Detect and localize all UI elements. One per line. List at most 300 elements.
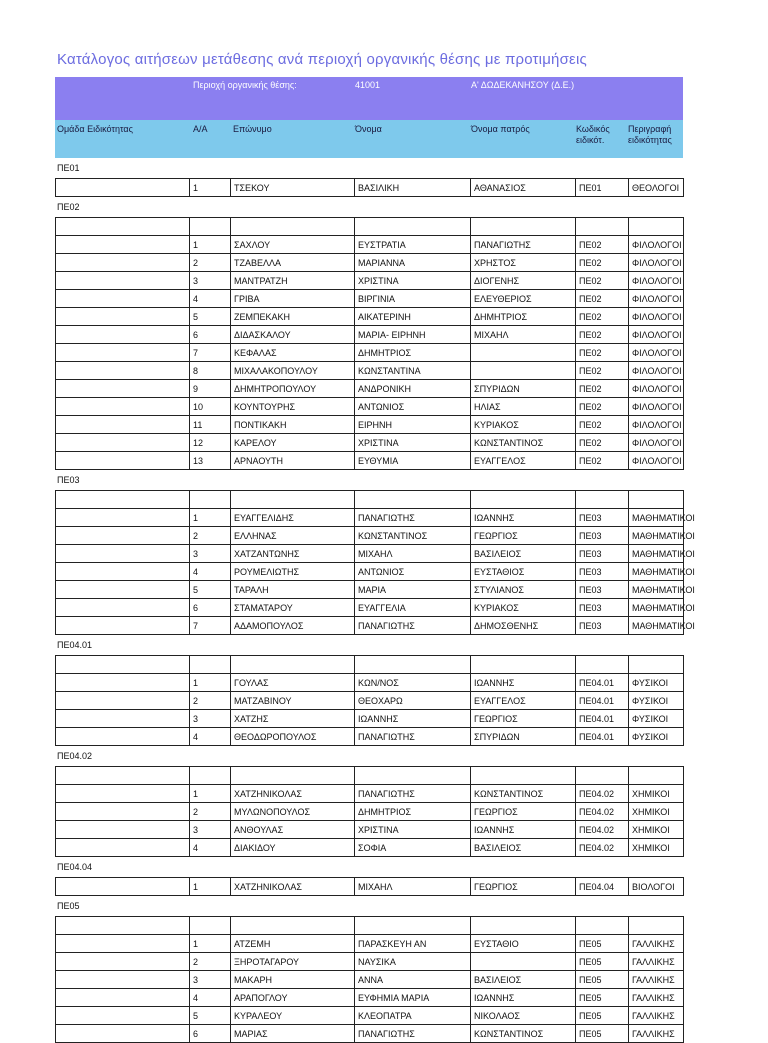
cell-group [56, 308, 190, 326]
table-row [56, 236, 684, 254]
table-row [56, 545, 684, 563]
table-row [56, 785, 684, 803]
cell-code: ΠΕ04.01 [576, 692, 629, 710]
table-cell [355, 767, 471, 785]
cell-name: ΠΑΝΑΓΙΩΤΗΣ [355, 728, 471, 746]
table-row-blank [56, 656, 684, 674]
cell-father-name: ΚΩΝΣΤΑΝΤΙΝΟΣ [471, 434, 576, 452]
cell-father-name: ΠΑΝΑΓΙΩΤΗΣ [471, 236, 576, 254]
table-row-blank [56, 218, 684, 236]
cell-name: ΠΑΝΑΓΙΩΤΗΣ [355, 1025, 471, 1043]
cell-index: 1 [190, 179, 231, 197]
cell-code: ΠΕ03 [576, 563, 629, 581]
cell-surname: ΜΑΡΙΑΣ [231, 1025, 355, 1043]
cell-group [56, 344, 190, 362]
cell-description: ΦΙΛΟΛΟΓΟΙ [629, 452, 684, 470]
cell-group [56, 527, 190, 545]
cell-surname: ΜΑΤΖΑΒΙΝΟΥ [231, 692, 355, 710]
cell-father-name: ΝΙΚΟΛΑΟΣ [471, 1007, 576, 1025]
table-cell [231, 917, 355, 935]
cell-index: 6 [190, 1025, 231, 1043]
cell-name: ΔΗΜΗΤΡΙΟΣ [355, 803, 471, 821]
area-name: Α' ΔΩΔΕΚΑΝΗΣΟΥ (Δ.Ε.) [471, 80, 575, 90]
cell-group [56, 803, 190, 821]
cell-index: 2 [190, 803, 231, 821]
cell-father-name [471, 362, 576, 380]
table-row [56, 362, 684, 380]
table-row-blank [56, 491, 684, 509]
table-cell [56, 218, 190, 236]
cell-description: ΓΑΛΛΙΚΗΣ [629, 1007, 684, 1025]
cell-father-name: ΣΠΥΡΙΔΩΝ [471, 728, 576, 746]
cell-surname: ΠΟΝΤΙΚΑΚΗ [231, 416, 355, 434]
cell-father-name: ΕΥΣΤΑΘΙΟΣ [471, 563, 576, 581]
cell-surname: ΘΕΟΔΩΡΟΠΟΥΛΟΣ [231, 728, 355, 746]
cell-index: 10 [190, 398, 231, 416]
cell-father-name: ΓΕΩΡΓΙΟΣ [471, 710, 576, 728]
cell-index: 6 [190, 599, 231, 617]
table-row [56, 398, 684, 416]
cell-description: ΦΙΛΟΛΟΓΟΙ [629, 362, 684, 380]
cell-index: 7 [190, 344, 231, 362]
cell-code: ΠΕ01 [576, 179, 629, 197]
cell-code: ΠΕ02 [576, 452, 629, 470]
cell-surname: ΔΙΔΑΣΚΑΛΟΥ [231, 326, 355, 344]
cell-name: ΙΩΑΝΝΗΣ [355, 710, 471, 728]
table-row [56, 527, 684, 545]
cell-surname: ΓΟΥΛΑΣ [231, 674, 355, 692]
cell-name: ΜΙΧΑΗΛ [355, 545, 471, 563]
table-cell [231, 656, 355, 674]
table-cell [355, 491, 471, 509]
table-cell [576, 767, 629, 785]
cell-code: ΠΕ05 [576, 953, 629, 971]
cell-index: 5 [190, 308, 231, 326]
table-row [56, 416, 684, 434]
table-row [56, 971, 684, 989]
cell-father-name: ΧΡΗΣΤΟΣ [471, 254, 576, 272]
table-cell [190, 218, 231, 236]
cell-surname: ΜΙΧΑΛΑΚΟΠΟΥΛΟΥ [231, 362, 355, 380]
table-cell [576, 917, 629, 935]
cell-surname: ΔΙΑΚΙΔΟΥ [231, 839, 355, 857]
group-label: ΠΕ01 [57, 163, 80, 173]
cell-description: ΜΑΘΗΜΑΤΙΚΟΙ [629, 545, 684, 563]
table-row [56, 308, 684, 326]
cell-father-name: ΕΥΑΓΓΕΛΟΣ [471, 452, 576, 470]
cell-code: ΠΕ04.02 [576, 785, 629, 803]
cell-father-name [471, 953, 576, 971]
cell-surname: ΑΝΘΟΥΛΑΣ [231, 821, 355, 839]
group-label: ΠΕ04.01 [57, 640, 93, 650]
cell-surname: ΧΑΤΖΗΝΙΚΟΛΑΣ [231, 785, 355, 803]
cell-group [56, 563, 190, 581]
cell-group [56, 179, 190, 197]
cell-description: ΓΑΛΛΙΚΗΣ [629, 1025, 684, 1043]
cell-code: ΠΕ02 [576, 434, 629, 452]
table-cell [576, 218, 629, 236]
column-header-surname: Επώνυμο [233, 124, 272, 134]
cell-code: ΠΕ02 [576, 236, 629, 254]
table-row [56, 599, 684, 617]
table-cell [629, 767, 684, 785]
cell-father-name: ΕΥΣΤΑΘΙΟ [471, 935, 576, 953]
cell-description: ΜΑΘΗΜΑΤΙΚΟΙ [629, 599, 684, 617]
table-cell [576, 491, 629, 509]
cell-description: ΓΑΛΛΙΚΗΣ [629, 971, 684, 989]
cell-group [56, 434, 190, 452]
group-table [55, 655, 684, 746]
table-cell [471, 218, 576, 236]
cell-code: ΠΕ04.01 [576, 710, 629, 728]
cell-index: 2 [190, 527, 231, 545]
cell-description: ΒΙΟΛΟΓΟΙ [629, 878, 684, 896]
cell-code: ΠΕ03 [576, 617, 629, 635]
column-header-name: Όνομα [355, 124, 382, 134]
table-row [56, 326, 684, 344]
table-row [56, 710, 684, 728]
cell-surname: ΑΔΑΜΟΠΟΥΛΟΣ [231, 617, 355, 635]
cell-father-name: ΚΥΡΙΑΚΟΣ [471, 599, 576, 617]
cell-index: 9 [190, 380, 231, 398]
cell-description: ΦΥΣΙΚΟΙ [629, 710, 684, 728]
cell-group [56, 878, 190, 896]
cell-surname: ΚΕΦΑΛΑΣ [231, 344, 355, 362]
column-header-code: Κωδικός ειδικότ. [576, 124, 610, 145]
cell-index: 1 [190, 785, 231, 803]
cell-description: ΧΗΜΙΚΟΙ [629, 839, 684, 857]
table-row [56, 839, 684, 857]
group-table [55, 217, 684, 470]
cell-index: 4 [190, 728, 231, 746]
cell-surname: ΚΥΡΑΛΕΟΥ [231, 1007, 355, 1025]
cell-group [56, 326, 190, 344]
cell-description: ΦΙΛΟΛΟΓΟΙ [629, 380, 684, 398]
cell-father-name: ΕΛΕΥΘΕΡΙΟΣ [471, 290, 576, 308]
cell-name: ΚΩΝΣΤΑΝΤΙΝΑ [355, 362, 471, 380]
cell-name: ΑΝΤΩΝΙΟΣ [355, 398, 471, 416]
cell-index: 1 [190, 674, 231, 692]
cell-surname: ΡΟΥΜΕΛΙΩΤΗΣ [231, 563, 355, 581]
cell-code: ΠΕ03 [576, 599, 629, 617]
group-label: ΠΕ04.04 [57, 862, 93, 872]
table-cell [471, 917, 576, 935]
cell-group [56, 971, 190, 989]
cell-index: 4 [190, 839, 231, 857]
cell-group [56, 617, 190, 635]
table-row [56, 254, 684, 272]
cell-name: ΝΑΥΣΙΚΑ [355, 953, 471, 971]
cell-description: ΘΕΟΛΟΓΟΙ [629, 179, 684, 197]
cell-code: ΠΕ05 [576, 971, 629, 989]
cell-name: ΑΙΚΑΤΕΡΙΝΗ [355, 308, 471, 326]
cell-father-name: ΓΕΩΡΓΙΟΣ [471, 803, 576, 821]
table-cell [231, 218, 355, 236]
cell-description: ΦΙΛΟΛΟΓΟΙ [629, 326, 684, 344]
table-row [56, 344, 684, 362]
table-cell [355, 218, 471, 236]
cell-group [56, 581, 190, 599]
cell-father-name: ΒΑΣΙΛΕΙΟΣ [471, 545, 576, 563]
table-cell [231, 767, 355, 785]
column-header-father: Όνομα πατρός [471, 124, 530, 134]
cell-name: ΣΟΦΙΑ [355, 839, 471, 857]
cell-index: 12 [190, 434, 231, 452]
cell-group [56, 545, 190, 563]
cell-description: ΦΙΛΟΛΟΓΟΙ [629, 272, 684, 290]
cell-description: ΦΙΛΟΛΟΓΟΙ [629, 254, 684, 272]
cell-description: ΜΑΘΗΜΑΤΙΚΟΙ [629, 581, 684, 599]
cell-description: ΦΙΛΟΛΟΓΟΙ [629, 236, 684, 254]
group-label: ΠΕ03 [57, 475, 80, 485]
cell-index: 5 [190, 581, 231, 599]
cell-surname: ΣΤΑΜΑΤΑΡΟΥ [231, 599, 355, 617]
cell-name: ΕΥΣΤΡΑΤΙΑ [355, 236, 471, 254]
cell-father-name: ΓΕΩΡΓΙΟΣ [471, 878, 576, 896]
table-row [56, 509, 684, 527]
table-cell [190, 491, 231, 509]
cell-index: 3 [190, 821, 231, 839]
cell-name: ΜΑΡΙΑΝΝΑ [355, 254, 471, 272]
cell-index: 7 [190, 617, 231, 635]
cell-index: 1 [190, 878, 231, 896]
cell-father-name: ΣΠΥΡΙΔΩΝ [471, 380, 576, 398]
cell-surname: ΤΑΡΑΛΗ [231, 581, 355, 599]
cell-group [56, 674, 190, 692]
cell-name: ΕΥΑΓΓΕΛΙΑ [355, 599, 471, 617]
cell-name: ΕΥΦΗΜΙΑ ΜΑΡΙΑ [355, 989, 471, 1007]
cell-surname: ΓΡΙΒΑ [231, 290, 355, 308]
cell-father-name: ΓΕΩΡΓΙΟΣ [471, 527, 576, 545]
cell-name: ΧΡΙΣΤΙΝΑ [355, 434, 471, 452]
cell-index: 3 [190, 272, 231, 290]
cell-group [56, 290, 190, 308]
table-cell [190, 656, 231, 674]
cell-name: ΠΑΝΑΓΙΩΤΗΣ [355, 509, 471, 527]
cell-father-name: ΙΩΑΝΝΗΣ [471, 989, 576, 1007]
cell-description: ΧΗΜΙΚΟΙ [629, 785, 684, 803]
group-table [55, 178, 684, 197]
cell-index: 3 [190, 710, 231, 728]
column-header-description: Περιγραφή ειδικότητας [628, 124, 672, 145]
cell-name: ΔΗΜΗΤΡΙΟΣ [355, 344, 471, 362]
cell-name: ΑΝΤΩΝΙΟΣ [355, 563, 471, 581]
cell-name: ΜΑΡΙΑ [355, 581, 471, 599]
area-header [55, 77, 683, 120]
cell-father-name: ΚΩΝΣΤΑΝΤΙΝΟΣ [471, 1025, 576, 1043]
cell-group [56, 236, 190, 254]
table-row [56, 563, 684, 581]
cell-code: ΠΕ04.04 [576, 878, 629, 896]
cell-name: ΠΑΝΑΓΙΩΤΗΣ [355, 617, 471, 635]
cell-father-name: ΚΩΝΣΤΑΝΤΙΝΟΣ [471, 785, 576, 803]
group-table [55, 766, 684, 857]
cell-father-name [471, 344, 576, 362]
cell-father-name: ΔΗΜΗΤΡΙΟΣ [471, 308, 576, 326]
cell-code: ΠΕ02 [576, 326, 629, 344]
cell-description: ΦΥΣΙΚΟΙ [629, 728, 684, 746]
table-row [56, 935, 684, 953]
cell-description: ΓΑΛΛΙΚΗΣ [629, 989, 684, 1007]
cell-description: ΦΙΛΟΛΟΓΟΙ [629, 398, 684, 416]
cell-description: ΜΑΘΗΜΑΤΙΚΟΙ [629, 617, 684, 635]
group-label: ΠΕ05 [57, 901, 80, 911]
cell-surname: ΕΛΛΗΝΑΣ [231, 527, 355, 545]
cell-name: ΚΩΝΣΤΑΝΤΙΝΟΣ [355, 527, 471, 545]
cell-description: ΦΥΣΙΚΟΙ [629, 674, 684, 692]
table-row [56, 272, 684, 290]
cell-description: ΧΗΜΙΚΟΙ [629, 821, 684, 839]
table-row [56, 989, 684, 1007]
table-cell [190, 767, 231, 785]
cell-father-name: ΗΛΙΑΣ [471, 398, 576, 416]
cell-father-name: ΒΑΣΙΛΕΙΟΣ [471, 839, 576, 857]
cell-name: ΠΑΡΑΣΚΕΥΗ ΑΝ [355, 935, 471, 953]
cell-code: ΠΕ05 [576, 989, 629, 1007]
cell-surname: ΧΑΤΖΗΣ [231, 710, 355, 728]
cell-code: ΠΕ02 [576, 398, 629, 416]
table-row-blank [56, 767, 684, 785]
table-row [56, 728, 684, 746]
cell-index: 4 [190, 989, 231, 1007]
cell-father-name: ΑΘΑΝΑΣΙΟΣ [471, 179, 576, 197]
cell-group [56, 1025, 190, 1043]
table-cell [629, 218, 684, 236]
cell-code: ΠΕ02 [576, 254, 629, 272]
cell-father-name: ΕΥΑΓΓΕΛΟΣ [471, 692, 576, 710]
group-label: ΠΕ02 [57, 202, 80, 212]
table-row [56, 692, 684, 710]
cell-code: ΠΕ02 [576, 344, 629, 362]
cell-code: ΠΕ04.02 [576, 803, 629, 821]
cell-father-name: ΙΩΑΝΝΗΣ [471, 509, 576, 527]
cell-surname: ΤΣΕΚΟΥ [231, 179, 355, 197]
cell-code: ΠΕ05 [576, 1007, 629, 1025]
cell-code: ΠΕ02 [576, 308, 629, 326]
table-cell [355, 656, 471, 674]
table-cell [56, 767, 190, 785]
cell-code: ΠΕ04.02 [576, 839, 629, 857]
cell-code: ΠΕ03 [576, 581, 629, 599]
cell-description: ΦΙΛΟΛΟΓΟΙ [629, 416, 684, 434]
cell-index: 1 [190, 935, 231, 953]
cell-surname: ΑΡΑΠΟΓΛΟΥ [231, 989, 355, 1007]
cell-group [56, 398, 190, 416]
cell-name: ΒΑΣΙΛΙΚΗ [355, 179, 471, 197]
cell-name: ΚΛΕΟΠΑΤΡΑ [355, 1007, 471, 1025]
cell-index: 3 [190, 545, 231, 563]
area-code: 41001 [355, 80, 381, 90]
table-cell [56, 491, 190, 509]
cell-group [56, 452, 190, 470]
cell-name: ΑΝΝΑ [355, 971, 471, 989]
cell-index: 4 [190, 290, 231, 308]
cell-father-name: ΙΩΑΝΝΗΣ [471, 674, 576, 692]
cell-description: ΦΙΛΟΛΟΓΟΙ [629, 344, 684, 362]
table-cell [355, 917, 471, 935]
cell-name: ΜΑΡΙΑ- ΕΙΡΗΝΗ [355, 326, 471, 344]
cell-father-name: ΚΥΡΙΑΚΟΣ [471, 416, 576, 434]
cell-surname: ΑΡΝΑΟΥΤΗ [231, 452, 355, 470]
cell-index: 11 [190, 416, 231, 434]
cell-group [56, 728, 190, 746]
cell-name: ΠΑΝΑΓΙΩΤΗΣ [355, 785, 471, 803]
cell-father-name: ΔΗΜΟΣΘΕΝΗΣ [471, 617, 576, 635]
cell-surname: ΜΑΚΑΡΗ [231, 971, 355, 989]
table-row [56, 179, 684, 197]
cell-surname: ΞΗΡΟΤΑΓΑΡΟΥ [231, 953, 355, 971]
cell-group [56, 953, 190, 971]
cell-group [56, 254, 190, 272]
cell-surname: ΚΟΥΝΤΟΥΡΗΣ [231, 398, 355, 416]
table-row [56, 878, 684, 896]
table-cell [190, 917, 231, 935]
cell-index: 6 [190, 326, 231, 344]
cell-group [56, 272, 190, 290]
cell-description: ΦΙΛΟΛΟΓΟΙ [629, 308, 684, 326]
cell-surname: ΚΑΡΕΛΟΥ [231, 434, 355, 452]
cell-index: 2 [190, 692, 231, 710]
cell-code: ΠΕ05 [576, 1025, 629, 1043]
cell-name: ΧΡΙΣΤΙΝΑ [355, 272, 471, 290]
cell-group [56, 509, 190, 527]
column-header [55, 120, 683, 158]
cell-group [56, 1007, 190, 1025]
area-label: Περιοχή οργανικής θέσης: [193, 80, 297, 90]
table-row-blank [56, 917, 684, 935]
cell-surname: ΔΗΜΗΤΡΟΠΟΥΛΟΥ [231, 380, 355, 398]
table-cell [471, 767, 576, 785]
cell-index: 5 [190, 1007, 231, 1025]
table-cell [629, 917, 684, 935]
cell-code: ΠΕ03 [576, 527, 629, 545]
cell-group [56, 416, 190, 434]
cell-description: ΓΑΛΛΙΚΗΣ [629, 953, 684, 971]
table-cell [629, 656, 684, 674]
table-row [56, 380, 684, 398]
cell-group [56, 839, 190, 857]
table-row [56, 434, 684, 452]
cell-description: ΦΙΛΟΛΟΓΟΙ [629, 290, 684, 308]
column-header-group: Ομάδα Ειδικότητας [57, 124, 133, 134]
cell-father-name: ΔΙΟΓΕΝΗΣ [471, 272, 576, 290]
cell-group [56, 785, 190, 803]
group-table [55, 877, 684, 896]
table-row [56, 803, 684, 821]
cell-group [56, 935, 190, 953]
cell-index: 1 [190, 509, 231, 527]
cell-description: ΜΑΘΗΜΑΤΙΚΟΙ [629, 563, 684, 581]
table-row [56, 953, 684, 971]
cell-surname: ΖΕΜΠΕΚΑΚΗ [231, 308, 355, 326]
table-cell [56, 656, 190, 674]
table-row [56, 821, 684, 839]
cell-surname: ΤΖΑΒΕΛΛΑ [231, 254, 355, 272]
groups-table [55, 158, 695, 1043]
table-row [56, 617, 684, 635]
cell-surname: ΜΥΛΩΝΟΠΟΥΛΟΣ [231, 803, 355, 821]
cell-description: ΜΑΘΗΜΑΤΙΚΟΙ [629, 527, 684, 545]
group-label: ΠΕ04.02 [57, 751, 93, 761]
cell-name: ΜΙΧΑΗΛ [355, 878, 471, 896]
table-cell [629, 491, 684, 509]
cell-surname: ΧΑΤΖΑΝΤΩΝΗΣ [231, 545, 355, 563]
table-row [56, 674, 684, 692]
cell-code: ΠΕ02 [576, 290, 629, 308]
cell-name: ΑΝΔΡΟΝΙΚΗ [355, 380, 471, 398]
table-row [56, 452, 684, 470]
cell-name: ΕΥΘΥΜΙΑ [355, 452, 471, 470]
